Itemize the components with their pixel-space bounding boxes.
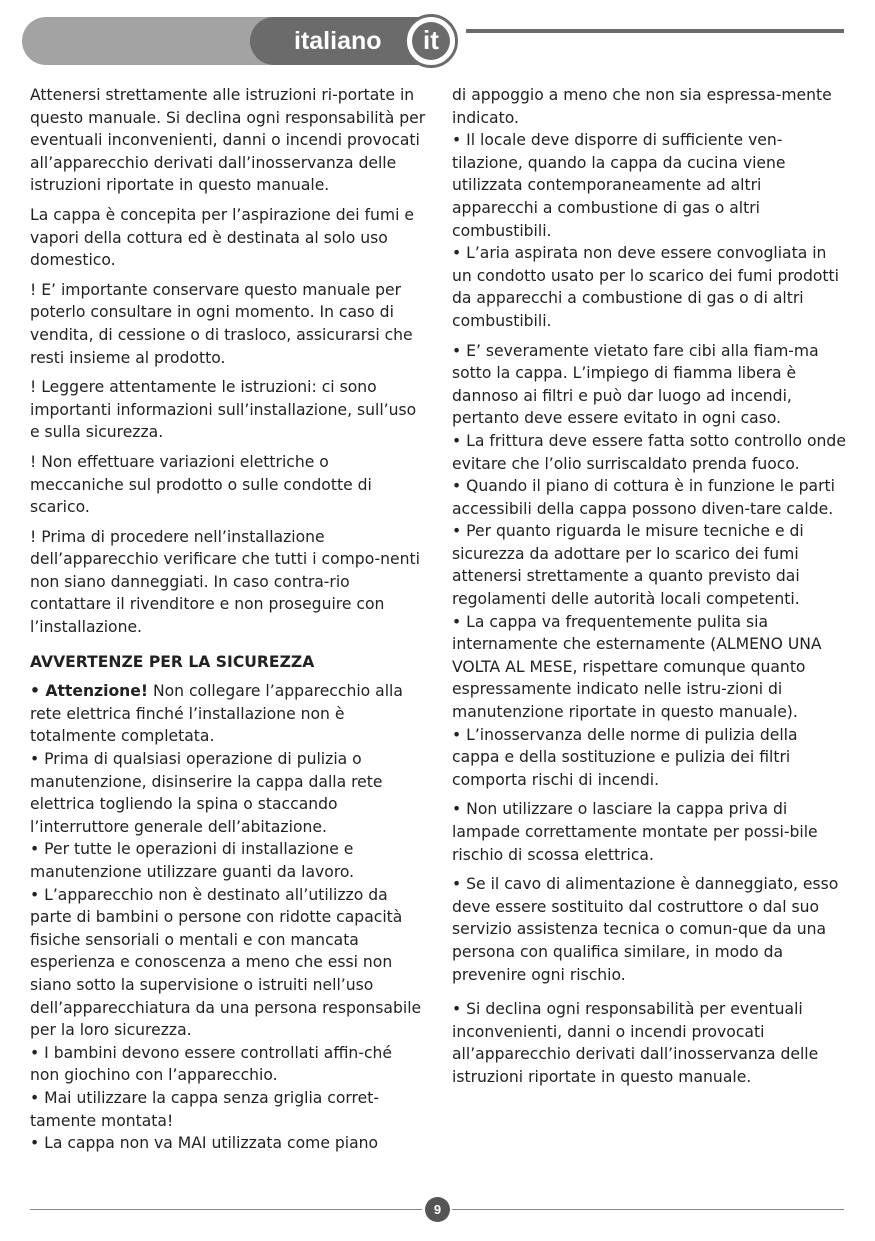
page-header	[0, 0, 875, 70]
page-number: 9	[425, 1197, 450, 1222]
bullet-item: • Prima di qualsiasi operazione di pulizia o manutenzione, disinserire la cappa dalla rete elettrica togliendo la spina o staccando l’interruttore generale dell’abitazione.	[30, 750, 383, 836]
paragraph: La cappa è concepita per l’aspirazione dei fumi e vapori della cottura ed è destinata al solo uso domestico.	[30, 205, 414, 270]
bullet-item: di appoggio a meno che non sia espressa-mente indicato.	[452, 86, 832, 127]
bullet-item: • Se il cavo di alimentazione è danneggiato, esso deve essere sostituito dal costruttore o dal suo servizio assistenza tecnica o comun-que da una persona con qualifica similare, in modo da prevenire ogni rischio.	[452, 875, 839, 984]
bullet-item: • L’apparecchio non è destinato all’utilizzo da parte di bambini o persone con ridotte capacità fisiche sensoriali o mentali e con mancata esperienza e conoscenza a meno che essi non siano sotto la supervisione o istruiti nell’uso dell’apparecchiatura da una persona responsabile per la loro sicurezza.	[30, 885, 422, 1040]
right-column	[452, 84, 847, 1096]
bullet-item: • I bambini devono essere controllati affin-ché non giochino con l’apparecchio.	[30, 1043, 392, 1085]
bullet-item: • La frittura deve essere fatta sotto controllo onde evitare che l’olio surriscaldato prenda fuoco.	[452, 431, 846, 473]
footer-rule-right	[452, 1209, 844, 1210]
warning-paragraph	[30, 680, 426, 748]
bullet-item: • E’ severamente vietato fare cibi alla fiam-ma sotto la cappa. L’impiego di fiamma libera è dannoso ai filtri e può dar luogo ad incendi, pertanto deve essere evitato in ogni caso.	[452, 341, 819, 428]
paragraph: ! Prima di procedere nell’installazione dell’apparecchio verificare che tutti i compo-nenti non siano danneggiati. In caso contra-rio contattare il rivenditore e non proseguire con l’installazione.	[30, 527, 420, 637]
header-rule	[466, 29, 844, 33]
bullet-item: • La cappa va frequentemente pulita sia internamente che esternamente (ALMENO UNA VOLTA AL MESE, rispettare comunque quanto espressamente indicato nelle istru-zioni di manutenzione riportate in questo manuale).	[452, 612, 822, 722]
bullet-item: • L’aria aspirata non deve essere convogliata in un condotto usato per lo scarico dei fumi prodotti da apparecchi a combustione di gas o di altri combustibili.	[452, 244, 839, 330]
left-column	[30, 84, 426, 1155]
warning-lead: • Attenzione!	[30, 682, 148, 701]
language-badge	[404, 14, 458, 68]
safety-heading: AVVERTENZE PER LA SICUREZZA	[30, 652, 315, 671]
bullet-item: • Mai utilizzare la cappa senza griglia corret-tamente montata!	[30, 1088, 379, 1130]
language-code: it	[412, 22, 450, 60]
bullet-item: • L’inosservanza delle norme di pulizia della cappa e della sostituzione e pulizia dei filtri comporta rischi di incendi.	[452, 725, 798, 789]
paragraph: ! Leggere attentamente le istruzioni: ci sono importanti informazioni sull’installazione, sull’uso e sulla sicurezza.	[30, 378, 417, 442]
paragraph: ! E’ importante conservare questo manuale per poterlo consultare in ogni momento. In caso di vendita, di cessione o di trasloco, assicurarsi che resti insieme al prodotto.	[30, 280, 413, 367]
bullet-item: • Non utilizzare o lasciare la cappa priva di lampade correttamente montate per possi-bile rischio di scossa elettrica.	[452, 800, 818, 864]
paragraph: ! Non effettuare variazioni elettriche o meccaniche sul prodotto o sulle condotte di scarico.	[30, 452, 372, 517]
paragraph: Attenersi strettamente alle istruzioni ri-portate in questo manuale. Si declina ogni responsabilità per eventuali inconvenienti, danni o incendi provocati all’apparecchio derivati dall’inosservanza delle istruzioni riportate in questo manuale.	[30, 86, 426, 195]
footer-rule-left	[30, 1209, 422, 1210]
bullet-item: • Per quanto riguarda le misure tecniche e di sicurezza da adottare per lo scarico dei fumi attenersi strettamente a quanto previsto dai regolamenti delle autorità locali competenti.	[452, 522, 804, 609]
bullet-item: • Per tutte le operazioni di installazione e manutenzione utilizzare guanti da lavoro.	[30, 840, 355, 881]
bullet-item: • La cappa non va MAI utilizzata come piano	[30, 1134, 379, 1153]
bullet-item: • Il locale deve disporre di sufficiente ven-tilazione, quando la cappa da cucina viene utilizzata contemporaneamente ad altri apparecchi a combustione di gas o altri combustibili.	[452, 131, 786, 240]
bullet-item: • Quando il piano di cottura è in funzione le parti accessibili della cappa possono diven-tare calde.	[452, 477, 835, 518]
warning-text: Non collegare l’apparecchio alla rete elettrica finché l’installazione non è totalmente completata.	[30, 682, 403, 746]
language-label: italiano	[250, 17, 422, 65]
bullet-item: • Si declina ogni responsabilità per eventuali inconvenienti, danni o incendi provocati all’apparecchio derivati dall’inosservanza delle istruzioni riportate in questo manuale.	[452, 1000, 819, 1086]
